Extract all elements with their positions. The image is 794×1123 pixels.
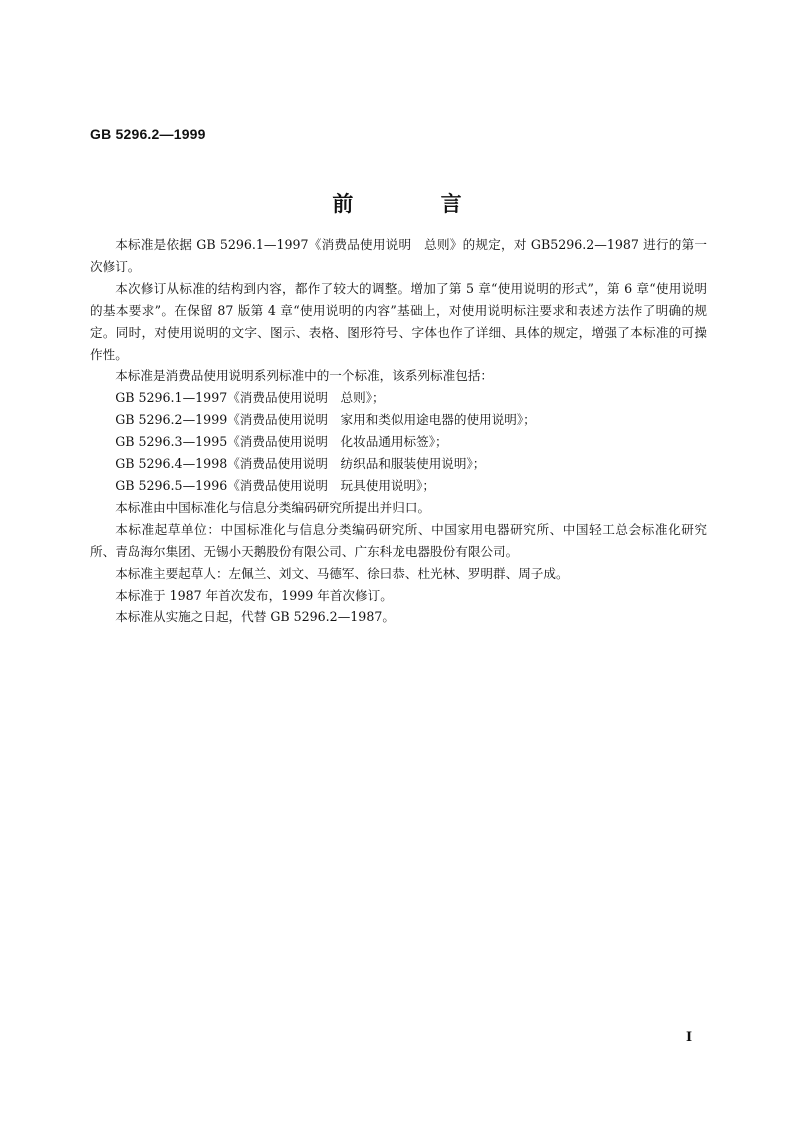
page-title: 前 言 — [332, 192, 502, 216]
paragraph-drafting-units: 本标准起草单位：中国标准化与信息分类编码研究所、中国家用电器研究所、中国轻工总会标准化研究所、青岛海尔集团、无锡小天鹅股份有限公司、广东科龙电器股份有限公司。 — [90, 521, 707, 559]
paragraph-history: 本标准于 1987 年首次发布，1999 年首次修订。 — [115, 587, 393, 603]
series-item-5: GB 5296.5—1996《消费品使用说明 玩具使用说明》； — [115, 477, 436, 493]
series-item-2: GB 5296.2—1999《消费品使用说明 家用和类似用途电器的使用说明》； — [115, 412, 536, 428]
paragraph-drafters: 本标准主要起草人：左佩兰、刘文、马德军、徐曰恭、杜光林、罗明群、周子成。 — [115, 565, 569, 581]
series-item-1: GB 5296.1—1997《消费品使用说明 总则》； — [115, 390, 385, 406]
paragraph-series-intro: 本标准是消费品使用说明系列标准中的一个标准，该系列标准包括： — [115, 368, 493, 384]
paragraph-basis: 本标准是依据 GB 5296.1—1997《消费品使用说明 总则》的规定，对 GB5296.2—1987 进行的第一次修订。 — [90, 237, 707, 274]
paragraph-replacement: 本标准从实施之日起，代替 GB 5296.2—1987。 — [115, 609, 395, 625]
paragraph-proposer: 本标准由中国标准化与信息分类编码研究所提出并归口。 — [115, 499, 431, 515]
standard-code: GB 5296.2—1999 — [90, 126, 206, 142]
paragraph-revision: 本次修订从标准的结构到内容，都作了较大的调整。增加了第 5 章“使用说明的形式”，第 6 章“使用说明的基本要求”。在保留 87 版第 4 章“使用说明的内容”基础上，对使用说明标注要求和表述方法作了明确的规定。同时，对使用说明的文字、图示、表格、图形符号、字体也作了详细、具体的规定，增强了本标准的可操作性。 — [90, 280, 707, 362]
series-item-4: GB 5296.4—1998《消费品使用说明 纺织品和服装使用说明》； — [115, 456, 486, 472]
foreword-body — [90, 234, 707, 628]
page-number: I — [686, 1030, 693, 1045]
series-item-3: GB 5296.3—1995《消费品使用说明 化妆品通用标签》； — [115, 434, 448, 450]
